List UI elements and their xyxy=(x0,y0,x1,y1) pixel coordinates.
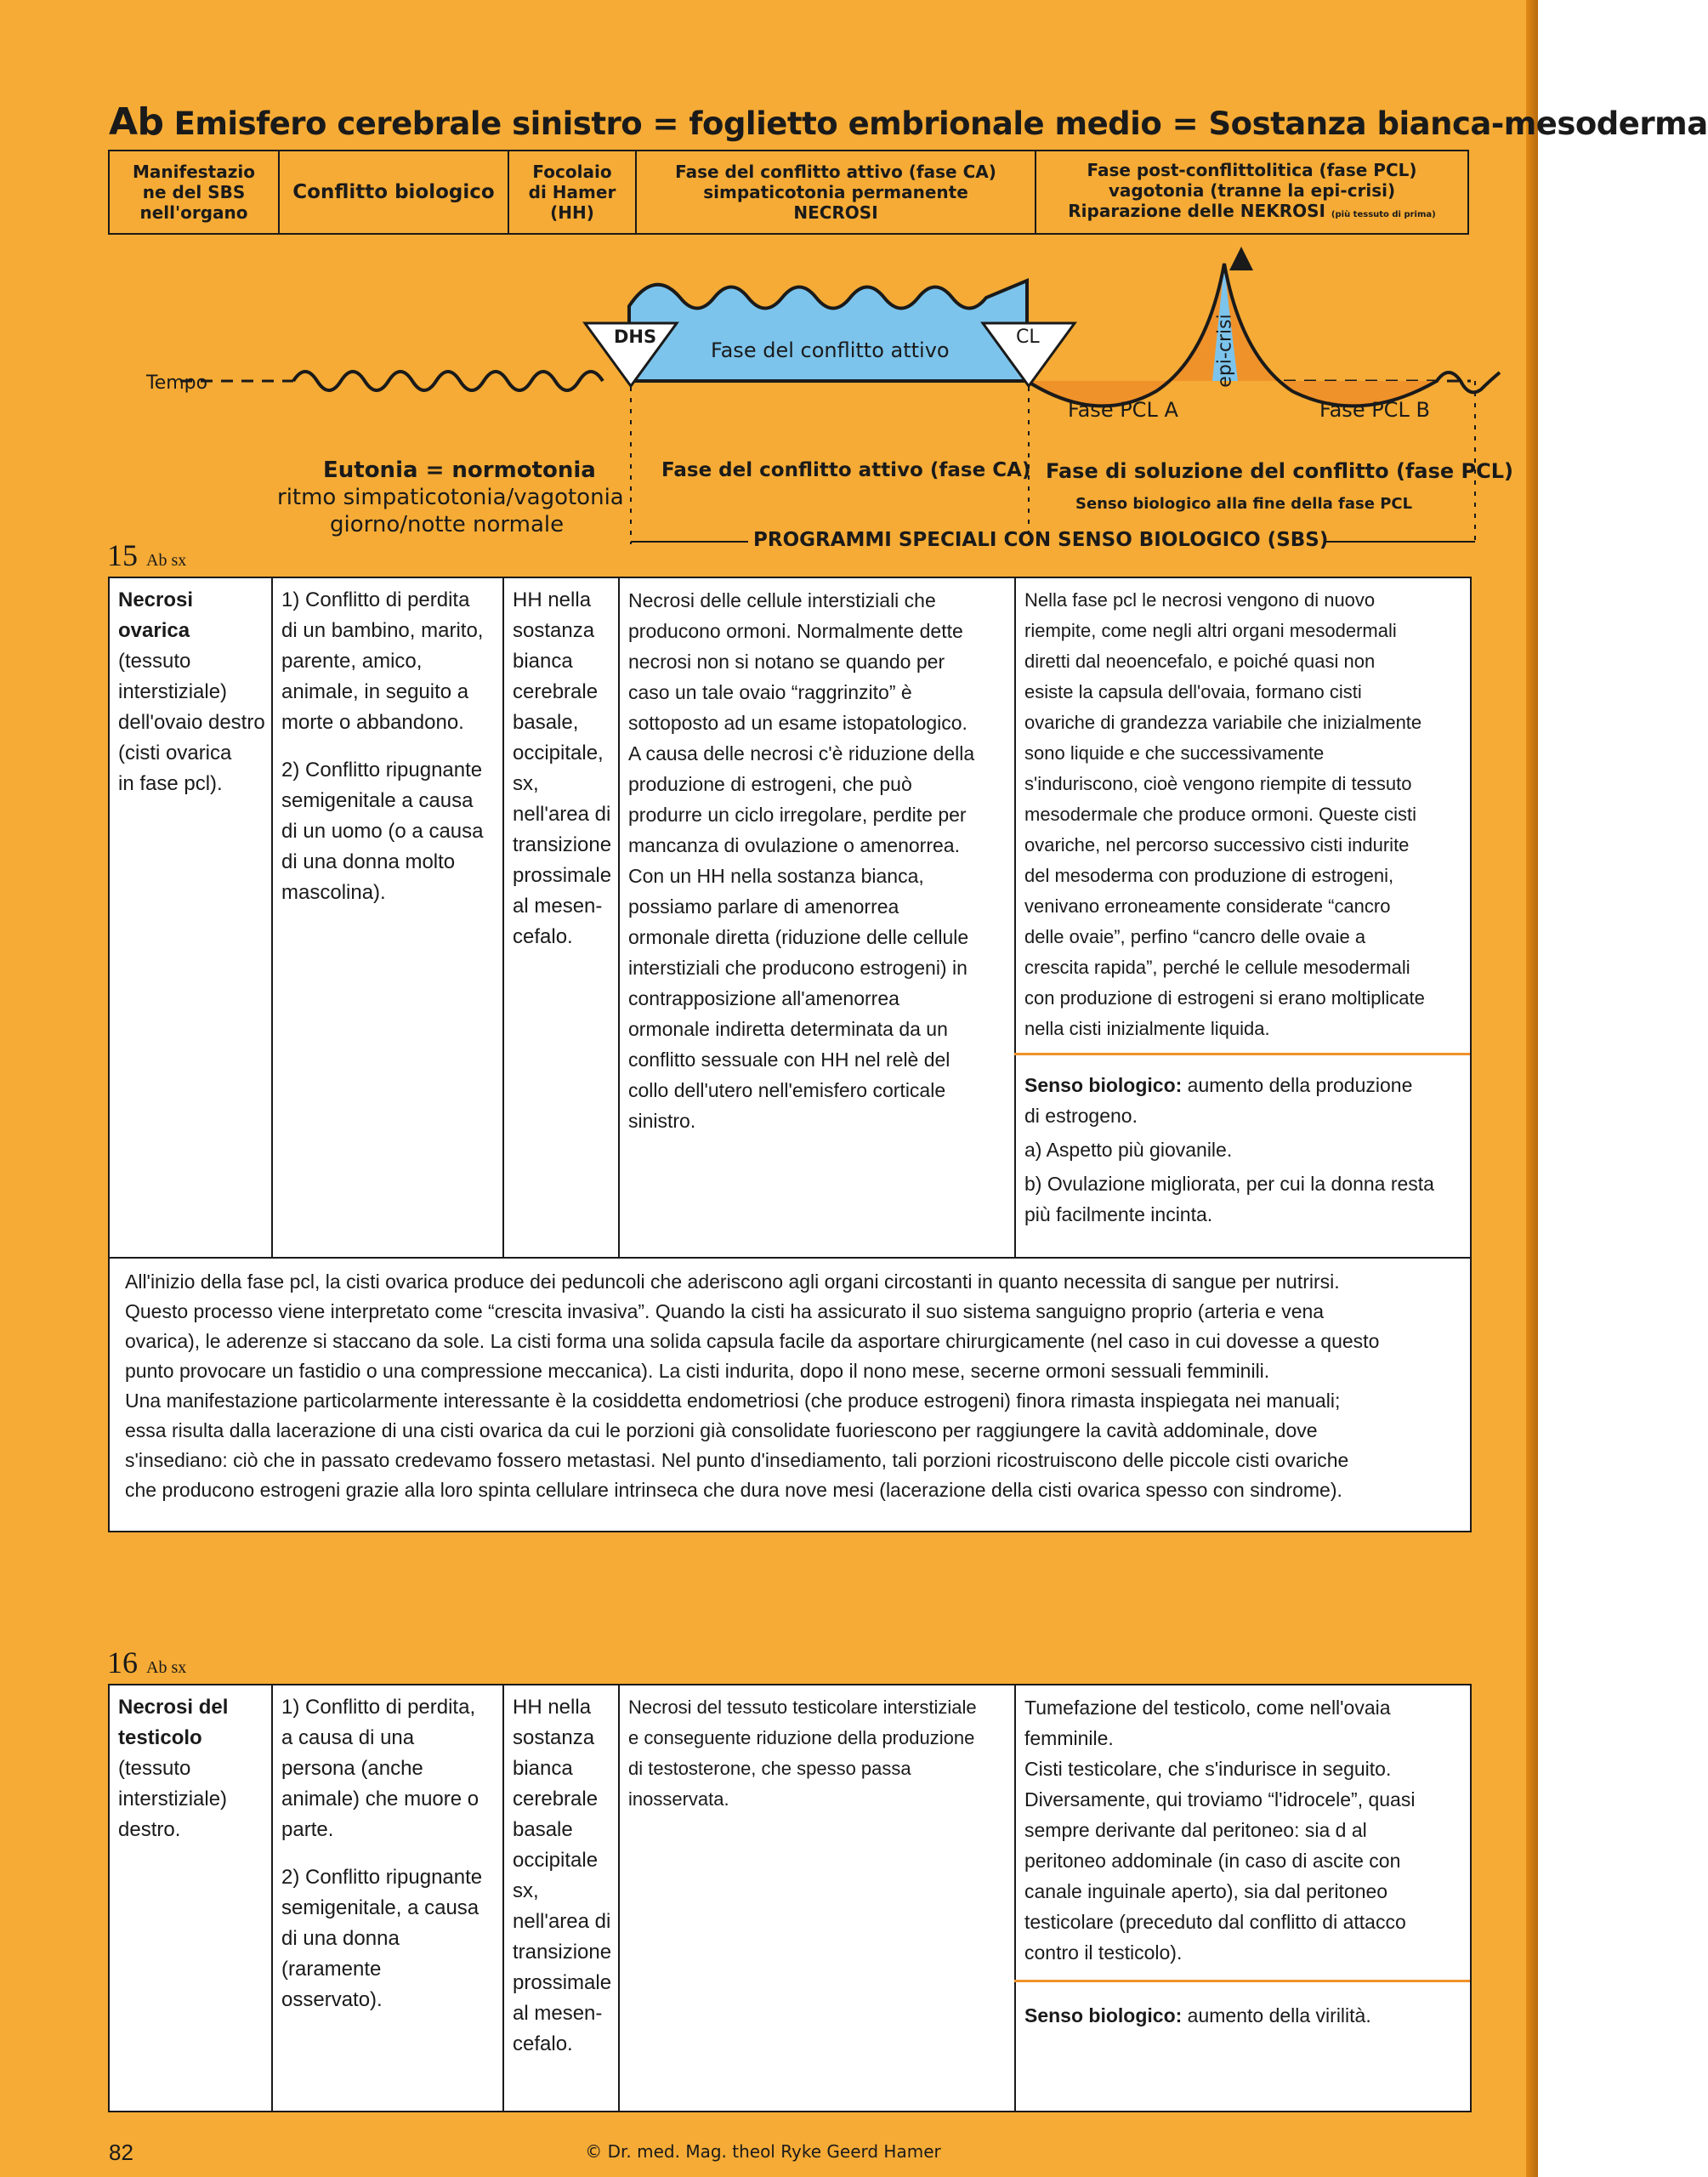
text-line: più facilmente incinta. xyxy=(1024,1203,1213,1225)
s15-active-phase xyxy=(628,585,1013,1136)
text-line: bianca xyxy=(513,1757,573,1780)
header-line: Fase del conflitto attivo (fase CA) xyxy=(675,162,996,182)
section-code: Ab sx xyxy=(146,1658,187,1677)
divider xyxy=(1014,578,1016,1260)
header-small-text: (più tessuto di prima) xyxy=(1331,209,1436,219)
text-line: ovarica), le aderenze si staccano da sole. La cisti forma una solida capsula facile da asportare chirurgicamente (nel caso in cui dovesse a questo xyxy=(125,1330,1380,1352)
senso-fine-label: Senso biologico alla fine della fase PCL xyxy=(1075,495,1413,513)
pcl-phase-label: Fase di soluzione del conflitto (fase PCL) xyxy=(1046,459,1513,483)
page-number: 82 xyxy=(109,2140,133,2165)
section-code: Ab sx xyxy=(146,551,187,570)
header-conflict: Conflitto biologico xyxy=(279,151,508,234)
header-manifestation xyxy=(109,151,279,234)
s16-active-phase xyxy=(628,1692,1013,1815)
text-line: parte. xyxy=(281,1818,334,1841)
header-line: Focolaio xyxy=(532,162,612,182)
text-line: peritoneo addominale (in caso di ascite con xyxy=(1024,1850,1401,1872)
header-line: Fase post-conflittolitica (fase PCL) xyxy=(1087,159,1417,180)
text-line: sx, xyxy=(513,772,539,795)
senso-label: Senso biologico: xyxy=(1024,1074,1183,1096)
text-line: Necrosi xyxy=(118,588,194,611)
text-line: Nella fase pcl le necrosi vengono di nuovo xyxy=(1024,589,1376,611)
s16-manifestation xyxy=(118,1692,268,1845)
header-line: Manifestazio xyxy=(133,162,255,182)
phase-diagram xyxy=(0,255,1526,578)
text-line: collo dell'utero nell'emisfero corticale xyxy=(628,1079,946,1101)
s15-focolaio xyxy=(513,585,616,952)
text-line: sempre derivante dal peritoneo: sia d al xyxy=(1024,1819,1367,1841)
text-line: sottoposto ad un esame istopatologico. xyxy=(628,712,967,734)
note-text xyxy=(125,1267,1464,1505)
header-line: NECROSI xyxy=(793,202,878,223)
text-line: 2) Conflitto ripugnante xyxy=(281,1866,483,1889)
s15-conflict xyxy=(281,585,501,908)
header-line: di Hamer xyxy=(528,182,616,202)
text-line: in fase pcl). xyxy=(118,772,223,795)
text-line: conflitto sessuale con HH nel relè del xyxy=(628,1049,950,1071)
text-line: All'inizio della fase pcl, la cisti ovarica produce dei peduncoli che aderiscono agli organi circostanti in quanto necessita di sangue per nutrirsi. xyxy=(125,1270,1340,1293)
cl-label: CL xyxy=(1016,327,1040,348)
ritmo-label: ritmo simpaticotonia/vagotonia xyxy=(277,485,624,510)
header-active-phase xyxy=(636,151,1036,234)
text-line: morte o abbandono. xyxy=(281,711,464,734)
dhs-label: DHS xyxy=(614,327,657,347)
text-line: sinistro. xyxy=(628,1110,696,1132)
section-15-number xyxy=(107,537,186,573)
text-line: di un bambino, marito, xyxy=(281,619,484,642)
senso-label: Senso biologico: xyxy=(1024,2004,1183,2026)
text-line: occipitale xyxy=(513,1849,599,1872)
text-line: caso un tale ovaio “raggrinzito” è xyxy=(628,681,912,703)
senso-text: aumento della virilità. xyxy=(1182,2004,1371,2026)
text-line: transizione xyxy=(513,1941,612,1964)
s16-senso-biologico xyxy=(1024,2000,1467,2031)
text-line: a) Aspetto più giovanile. xyxy=(1024,1139,1233,1161)
text-line: Tumefazione del testicolo, come nell'ovaia xyxy=(1024,1697,1391,1719)
active-phase-area xyxy=(629,281,1027,381)
text-line: testicolo xyxy=(118,1726,202,1749)
text-line: persona (anche xyxy=(281,1757,423,1780)
s16-conflict xyxy=(281,1692,501,2015)
text-line: semigenitale, a causa xyxy=(281,1896,479,1919)
text-line: (tessuto xyxy=(118,650,191,673)
copyright: © Dr. med. Mag. theol Ryke Geerd Hamer xyxy=(585,2141,941,2162)
s16-pcl-phase xyxy=(1024,1692,1467,1968)
text-line: b) Ovulazione migliorata, per cui la donna resta xyxy=(1024,1173,1434,1195)
text-line: nella cisti inizialmente liquida. xyxy=(1024,1018,1270,1039)
text-line: a causa di una xyxy=(281,1726,415,1749)
text-line: osservato). xyxy=(281,1988,383,2011)
divider xyxy=(618,578,620,1260)
book-spine xyxy=(1526,0,1538,2177)
text-line: basale, xyxy=(513,711,579,734)
tail-wave xyxy=(1437,372,1500,392)
title-text: Emisfero cerebrale sinistro = foglietto embrionale medio = Sostanza bianca-mesoderma xyxy=(173,105,1708,142)
text-line: riempite, come negli altri organi mesodermali xyxy=(1024,620,1397,641)
text-line: inosservata. xyxy=(628,1788,729,1810)
text-line: HH nella xyxy=(513,588,592,611)
text-line: basale xyxy=(513,1818,573,1841)
text-line: punto provocare un fastidio o una compressione meccanica). La cisti indurita, dopo il nono mese, secerne ormoni sessuali femminili. xyxy=(125,1360,1270,1382)
text-line: Necrosi del tessuto testicolare interstiziale xyxy=(628,1697,977,1718)
text-line: animale, in seguito a xyxy=(281,680,469,703)
text-line: di una donna xyxy=(281,1927,400,1950)
text-line: 1) Conflitto di perdita xyxy=(281,588,470,611)
text-line: Con un HH nella sostanza bianca, xyxy=(628,865,924,887)
text-line: produzione di estrogeni, che può xyxy=(628,773,912,795)
divider xyxy=(618,1685,620,2111)
pcl-a-label: Fase PCL A xyxy=(1068,398,1178,422)
header-line: simpaticotonia permanente xyxy=(703,182,968,202)
text-line: cefalo. xyxy=(513,925,573,948)
text-line: sostanza xyxy=(513,1726,595,1749)
text-line: di estrogeno. xyxy=(1024,1105,1138,1127)
normotonia-wave xyxy=(293,372,603,390)
text-line: semigenitale a causa xyxy=(281,789,474,812)
section-number: 15 xyxy=(107,538,138,572)
text-line: esiste la capsula dell'ovaia, formano cisti xyxy=(1024,681,1362,702)
text-line: destro. xyxy=(118,1818,181,1841)
section-number: 16 xyxy=(107,1646,138,1680)
header-line: vagotonia (tranne la epi-crisi) xyxy=(1108,179,1396,201)
page-title xyxy=(109,100,1708,144)
section-16-number xyxy=(107,1645,186,1680)
section-15-note xyxy=(108,1257,1472,1532)
section-16-table xyxy=(108,1684,1472,2112)
text-line: mancanza di ovulazione o amenorrea. xyxy=(628,834,960,856)
text-line: s'insediano: ciò che in passato credevamo fossero metastasi. Nel punto d'insediamento, tali porzioni ricostruiscono delle piccole cisti ovariche xyxy=(125,1449,1349,1471)
pcl-b-label: Fase PCL B xyxy=(1319,398,1430,422)
text-line: di una donna molto xyxy=(281,850,456,873)
tempo-label: Tempo xyxy=(146,372,208,394)
senso-divider xyxy=(1014,1980,1470,1982)
text-line: di un uomo (o a causa xyxy=(281,820,484,843)
text-line: possiamo parlare di amenorrea xyxy=(628,895,899,918)
senso-divider xyxy=(1014,1053,1470,1055)
text-line: A causa delle necrosi c'è riduzione della xyxy=(628,742,975,765)
header-text: Riparazione delle NEKROSI xyxy=(1068,200,1325,221)
s15-manifestation xyxy=(118,585,268,799)
divider xyxy=(1014,1685,1016,2111)
text-line: con produzione di estrogeni si erano moltiplicate xyxy=(1024,987,1425,1009)
header-table xyxy=(108,150,1469,235)
text-line: contrapposizione all'amenorrea xyxy=(628,987,899,1009)
text-line: mesodermale che produce ormoni. Queste cisti xyxy=(1024,804,1416,825)
text-line: animale) che muore o xyxy=(281,1788,479,1810)
text-line: Cisti testicolare, che s'indurisce in seguito. xyxy=(1024,1758,1392,1780)
text-line: ovariche, nel percorso successivo cisti indurite xyxy=(1024,834,1410,855)
header-pcl-phase xyxy=(1036,151,1468,234)
divider xyxy=(271,1685,273,2111)
text-line: diretti dal neoencefalo, e poiché quasi non xyxy=(1024,651,1376,672)
senso-text: aumento della produzione xyxy=(1182,1074,1413,1096)
text-line: produrre un ciclo irregolare, perdite per xyxy=(628,804,967,826)
text-line: ormonale diretta (riduzione delle cellule xyxy=(628,926,969,948)
text-line: essa risulta dalla lacerazione di una cisti ovarica da cui le porzioni già consolidate fuoriescono per raggiungere la cavità addominale, dove xyxy=(125,1419,1318,1441)
text-line: Diversamente, qui troviamo “l'idrocele”, quasi xyxy=(1024,1788,1416,1810)
text-line: nell'area di xyxy=(513,803,611,826)
text-line: delle ovaie”, perfino “cancro delle ovaie a xyxy=(1024,926,1366,947)
text-line: parente, amico, xyxy=(281,650,423,673)
text-line: crescita rapida”, perché le cellule mesodermali xyxy=(1024,957,1410,978)
divider xyxy=(271,578,273,1260)
text-line: interstiziale) xyxy=(118,680,228,703)
active-phase-label: Fase del conflitto attivo xyxy=(711,338,950,362)
header-focolaio xyxy=(508,151,636,234)
ca-phase-label: Fase del conflitto attivo (fase CA) xyxy=(661,459,1031,481)
header-line: ne del SBS xyxy=(142,182,246,202)
divider xyxy=(502,1685,504,2111)
text-line: (raramente xyxy=(281,1958,382,1981)
header-line: nell'organo xyxy=(139,202,248,223)
text-line: e conseguente riduzione della produzione xyxy=(628,1727,975,1748)
text-line: sostanza xyxy=(513,619,595,642)
text-line: cerebrale xyxy=(513,1788,599,1810)
text-line: transizione xyxy=(513,833,612,856)
text-line: contro il testicolo). xyxy=(1024,1941,1183,1964)
text-line: che producono estrogeni grazie alla loro spinta cellulare intrinseca che dura nove mesi (lacerazione della cisti ovarica spesso con sindrome). xyxy=(125,1479,1342,1501)
text-line: producono ormoni. Normalmente dette xyxy=(628,620,963,642)
text-line: Necrosi delle cellule interstiziali che xyxy=(628,589,936,611)
sbs-label: PROGRAMMI SPECIALI CON SENSO BIOLOGICO (SBS) xyxy=(753,529,1329,551)
text-line: venivano erroneamente considerate “cancro xyxy=(1024,895,1391,917)
text-line: bianca xyxy=(513,650,573,673)
text-line: cerebrale xyxy=(513,680,599,703)
text-line: prossimale xyxy=(513,864,612,887)
text-line: (cisti ovarica xyxy=(118,742,232,765)
text-line: cefalo. xyxy=(513,2032,573,2055)
text-line: femminile. xyxy=(1024,1727,1114,1749)
text-line: al mesen- xyxy=(513,895,603,918)
header-line xyxy=(1040,201,1464,225)
section-15-table xyxy=(108,577,1472,1262)
text-line: Necrosi del xyxy=(118,1696,229,1719)
text-line: al mesen- xyxy=(513,2002,603,2025)
text-line: 1) Conflitto di perdita, xyxy=(281,1696,476,1719)
text-line: interstiziali che producono estrogeni) in xyxy=(628,957,967,979)
text-line: (tessuto xyxy=(118,1757,191,1780)
text-line: prossimale xyxy=(513,1971,612,1994)
header-line: (HH) xyxy=(550,202,594,223)
text-line: testicolare (preceduto dal conflitto di attacco xyxy=(1024,1911,1406,1933)
giorno-label: giorno/notte normale xyxy=(330,512,565,537)
text-line: interstiziale) xyxy=(118,1788,228,1810)
text-line: occipitale, xyxy=(513,742,604,765)
title-code: Ab xyxy=(109,100,164,144)
text-line: 2) Conflitto ripugnante xyxy=(281,759,483,782)
s15-pcl-phase xyxy=(1024,585,1467,1044)
text-line: Questo processo viene interpretato come “crescita invasiva”. Quando la cisti ha assicurato il suo sistema sanguigno proprio (arteria e vena xyxy=(125,1300,1325,1322)
text-line: di testosterone, che spesso passa xyxy=(628,1758,911,1779)
text-line: ovariche di grandezza variabile che inizialmente xyxy=(1024,712,1422,733)
text-line: Una manifestazione particolarmente interessante è la cosiddetta endometriosi (che produce estrogeni) finora rimasta inspiegata nei manuali; xyxy=(125,1390,1341,1412)
text-line: canale inguinale aperto), sia dal peritoneo xyxy=(1024,1880,1388,1902)
text-line: del mesoderma con produzione di estrogeni, xyxy=(1024,865,1394,886)
text-line: s'induriscono, cioè vengono riempite di tessuto xyxy=(1024,773,1412,794)
text-line: HH nella xyxy=(513,1696,592,1719)
s16-focolaio xyxy=(513,1692,616,2060)
text-line: ormonale indiretta determinata da un xyxy=(628,1018,948,1040)
text-line: sx, xyxy=(513,1879,539,1902)
text-line: sono liquide e che successivamente xyxy=(1024,742,1325,764)
text-line: dell'ovaio destro xyxy=(118,711,265,734)
text-line: ovarica xyxy=(118,619,190,642)
s15-senso-biologico xyxy=(1024,1070,1467,1230)
epi-crisi-label: epi-crisi xyxy=(1214,314,1236,388)
text-line: mascolina). xyxy=(281,881,386,904)
text-line: necrosi non si notano se quando per xyxy=(628,651,945,673)
eutonia-label: Eutonia = normotonia xyxy=(323,458,596,483)
text-line: nell'area di xyxy=(513,1910,611,1933)
divider xyxy=(502,578,504,1260)
